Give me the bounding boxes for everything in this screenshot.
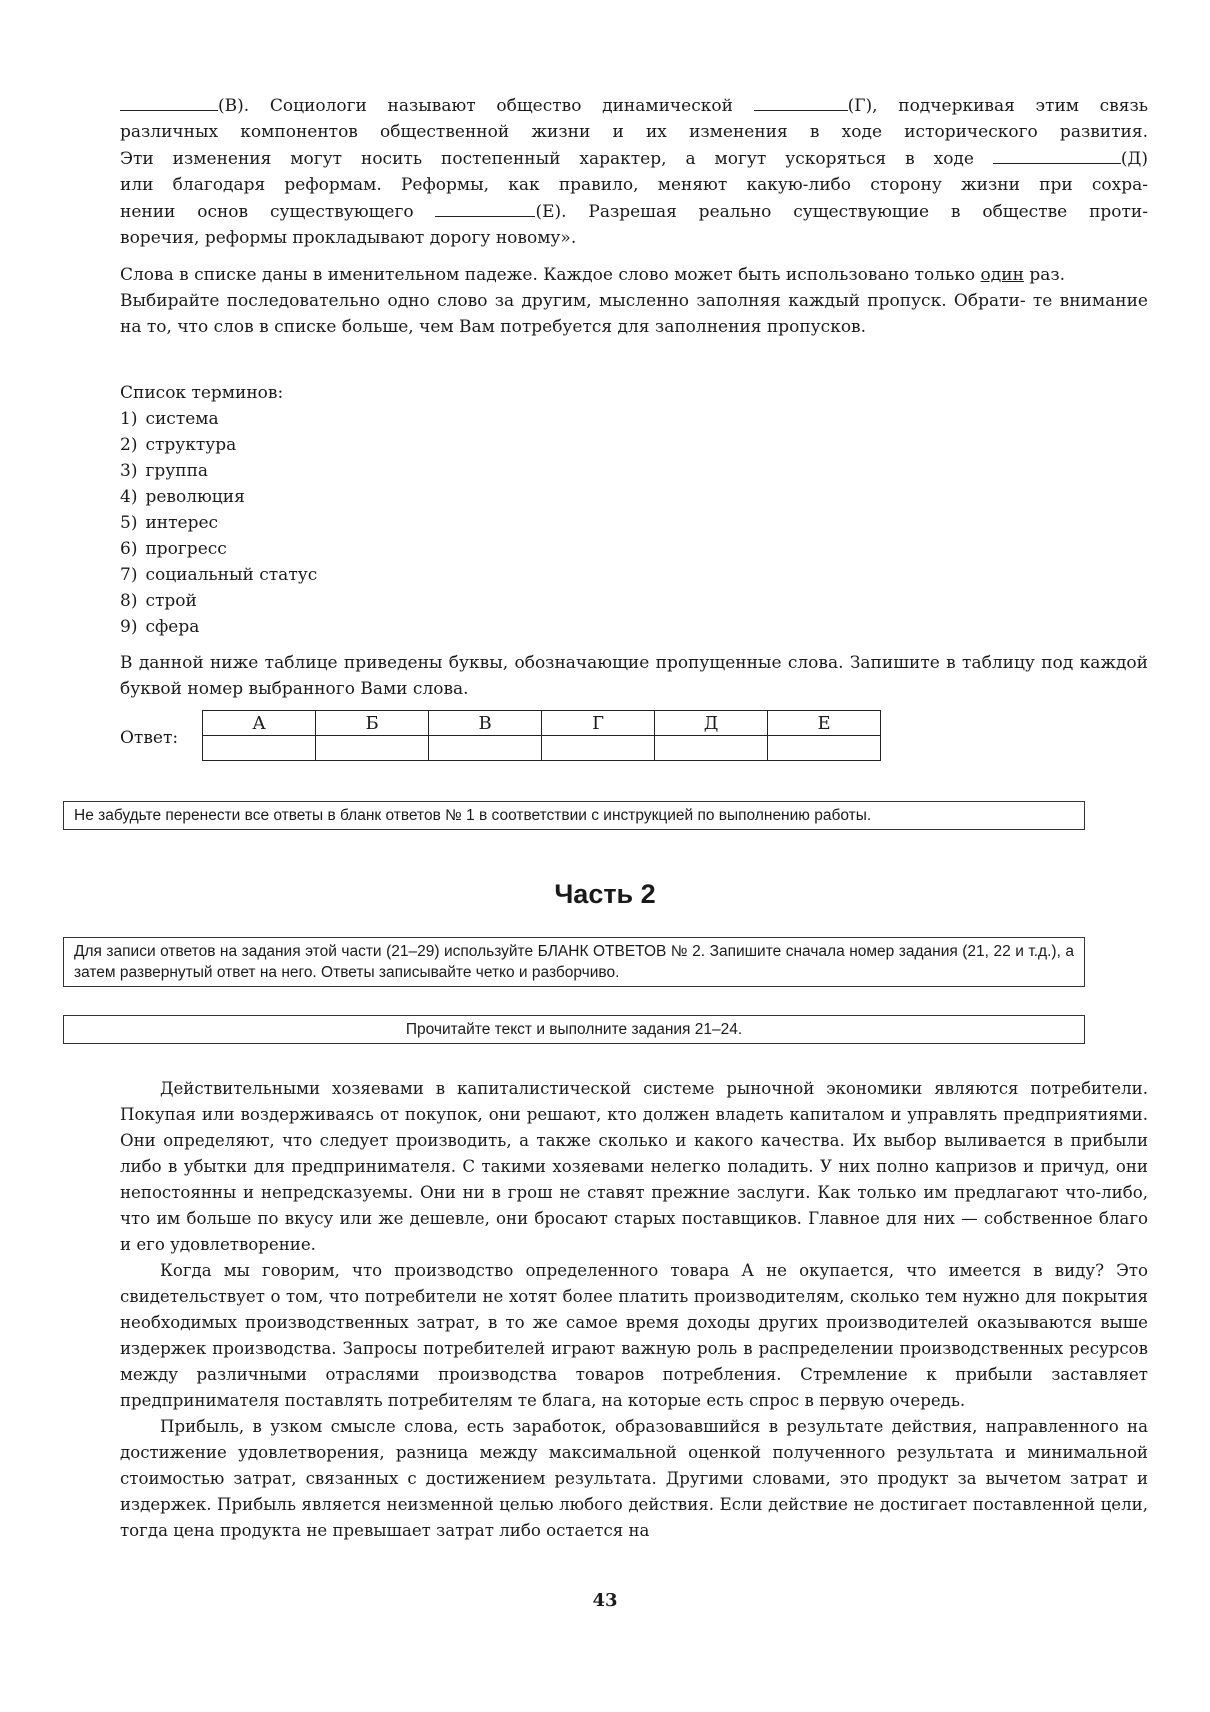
terms-list xyxy=(120,380,1148,640)
answer-letter: Д xyxy=(655,711,768,736)
answer-letter: В xyxy=(429,711,542,736)
answer-letter: А xyxy=(203,711,316,736)
choose-instruction: Выбирайте последовательно одно слово за другим, мысленно заполняя каждый пропуск. Обрати- те внимание на то, что слов в списке больше, чем Вам потребуется для заполнения пропусков. xyxy=(120,291,1148,337)
term-number: 8) xyxy=(120,591,138,611)
term-text: сфера xyxy=(145,617,200,637)
table-instruction: В данной ниже таблице приведены буквы, обозначающие пропущенные слова. Запишите в таблицу под каждой буквой номер выбранного Вами слова. xyxy=(120,653,1148,699)
notice-transfer: Не забудьте перенести все ответы в бланк ответов № 1 в соответствии с инструкцией по выполнению работы. xyxy=(63,801,1085,830)
term-text: структура xyxy=(145,435,237,455)
answer-letter: Г xyxy=(542,711,655,736)
term-item xyxy=(120,614,1148,640)
blank-e xyxy=(435,198,535,217)
answer-cell[interactable] xyxy=(429,736,542,761)
passage-paragraph-1: Действительными хозяевами в капиталистической системе рыночной экономики являются потребители. Покупая или воздерживаясь от покупок, они решают, кто должен владеть капиталом и управлять предприятиями. Они определяют, что следует производить, а также сколько и какого качества. Их выбор выливается в прибыли либо в убытки для предпринимателя. С такими хозяевами нелегко поладить. У них полно капризов и причуд, они непостоянны и непредсказуемы. Они ни в грош не ставят прежние заслуги. Как только им предлагают что-либо, что им больше по вкусу или же дешевле, они бросают старых поставщиков. Главное для них — собственное благо и его удовлетворение. xyxy=(120,1079,1148,1254)
once-word: один xyxy=(980,265,1024,285)
words-instruction: Слова в списке даны в именительном падеже. Каждое слово может быть использовано только xyxy=(120,265,976,285)
term-number: 5) xyxy=(120,513,138,533)
term-item xyxy=(120,484,1148,510)
instructions: Слова в списке даны в именительном падеже. Каждое слово может быть использовано только один раз. Выбирайте последовательно одно слово за другим, мысленно заполняя каждый пропуск. Обрати- те внимание на то, что слов в списке больше, чем Вам потребуется для заполнения пропусков. xyxy=(120,262,1148,340)
blank-g xyxy=(754,92,848,111)
terms-items xyxy=(120,406,1148,640)
term-text: прогресс xyxy=(145,539,227,559)
term-number: 7) xyxy=(120,565,138,585)
term-text: социальный статус xyxy=(145,565,318,585)
answer-cell[interactable] xyxy=(768,736,881,761)
part-title: Часть 2 xyxy=(554,879,656,909)
term-text: строй xyxy=(145,591,197,611)
blank-d xyxy=(993,145,1121,164)
term-item xyxy=(120,406,1148,432)
answer-label: Ответ: xyxy=(120,727,179,748)
answer-cell[interactable] xyxy=(655,736,768,761)
term-number: 2) xyxy=(120,435,138,455)
term-text: группа xyxy=(145,461,209,481)
blank-v xyxy=(120,92,218,111)
answer-table xyxy=(202,710,881,761)
term-text: интерес xyxy=(145,513,219,533)
term-item xyxy=(120,510,1148,536)
intro-text: (В). Социологи называют общество динамической (Г), подчеркивая этим связь различных компонентов общественной жизни и их изменения в ходе исторического развития. Эти изменения могут носить постепенный характер, а могут ускоряться в ходе (Д) или благодаря реформам. Реформы, как правило, меняют какую-либо сторону жизни при сохра- нении основ существующего (Е). Разрешая реально существующие в обществе проти- воречия, реформы прокладывают дорогу новому». xyxy=(120,92,1148,251)
answer-block xyxy=(120,710,881,761)
terms-heading: Список терминов: xyxy=(120,383,284,403)
term-number: 4) xyxy=(120,487,138,507)
answer-cell[interactable] xyxy=(542,736,655,761)
term-text: система xyxy=(145,409,219,429)
answer-cell[interactable] xyxy=(316,736,429,761)
passage-paragraph-2: Когда мы говорим, что производство определенного товара А не окупается, что имеется в виду? Это свидетельствует о том, что потребители не хотят более платить производителям, сколько тем нужно для покрытия необходимых производственных затрат, в то же самое время доходы других производителей оказываются выше издержек производства. Запросы потребителей играют важную роль в распределении производственных ресурсов между различными отраслями производства товаров потребления. Стремление к прибыли заставляет предпринимателя поставлять потребителям те блага, на которые есть спрос в первую очередь. xyxy=(120,1261,1148,1410)
part2-instructions: Для записи ответов на задания этой части (21–29) используйте БЛАНК ОТВЕТОВ № 2. Запишите сначала номер задания (21, 22 и т.д.), а затем развернутый ответ на него. Ответы записывайте четко и разборчиво. xyxy=(63,937,1085,987)
term-item xyxy=(120,458,1148,484)
term-number: 1) xyxy=(120,409,138,429)
read-prompt: Прочитайте текст и выполните задания 21–24. xyxy=(63,1015,1085,1044)
term-text: революция xyxy=(145,487,245,507)
term-number: 3) xyxy=(120,461,138,481)
page-number: 43 xyxy=(592,1590,618,1611)
term-item xyxy=(120,588,1148,614)
term-number: 9) xyxy=(120,617,138,637)
answer-letter: Е xyxy=(768,711,881,736)
passage-paragraph-3: Прибыль, в узком смысле слова, есть заработок, образовавшийся в результате действия, направленного на достижение удовлетворения, разница между максимальной оценкой полученного результата и минимальной стоимостью затрат, связанных с достижением результата. Другими словами, это продукт за вычетом затрат и издержек. Прибыль является неизменной целью любого действия. Если действие не достигает поставленной цели, тогда цена продукта не превышает затрат либо остается на xyxy=(120,1417,1148,1540)
term-item xyxy=(120,432,1148,458)
term-item xyxy=(120,562,1148,588)
answer-cell[interactable] xyxy=(203,736,316,761)
passage xyxy=(120,1076,1148,1544)
term-number: 6) xyxy=(120,539,138,559)
answer-letter: Б xyxy=(316,711,429,736)
term-item xyxy=(120,536,1148,562)
